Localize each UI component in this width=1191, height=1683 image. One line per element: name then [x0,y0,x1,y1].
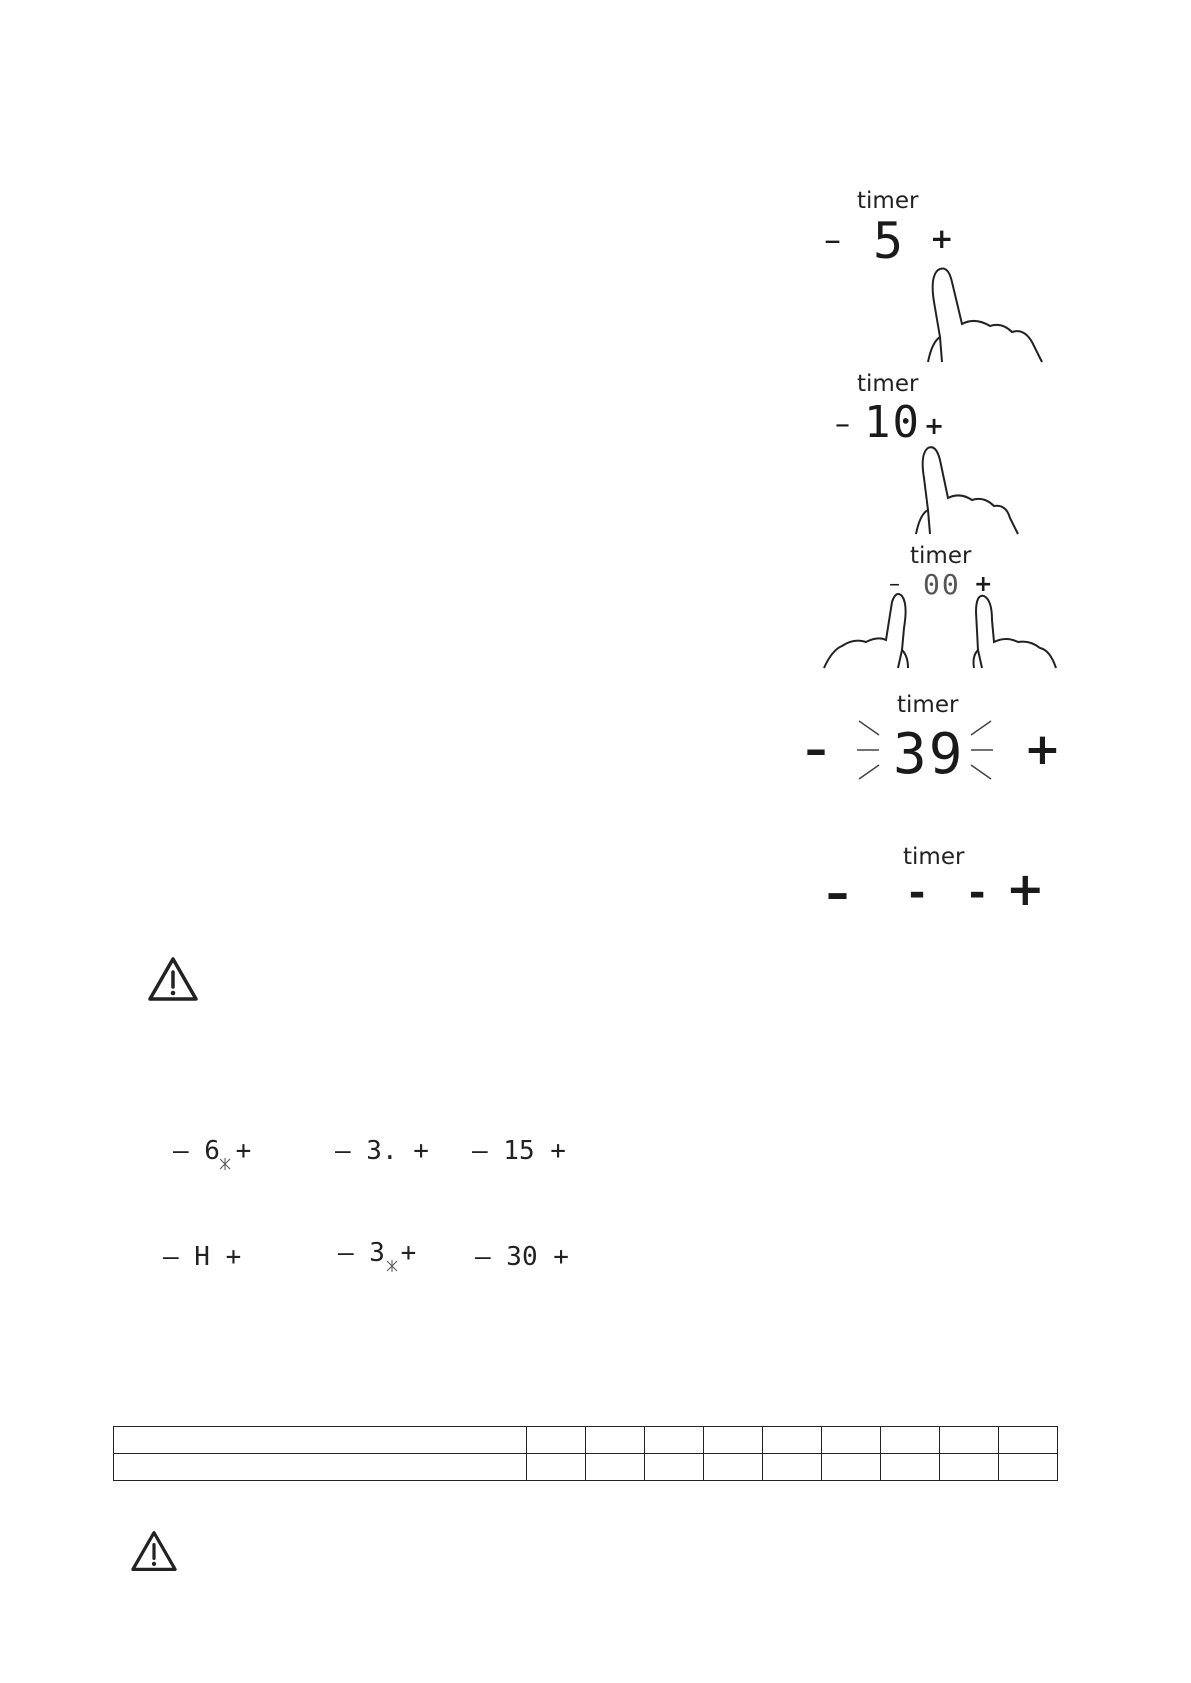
table-cell [999,1454,1058,1481]
table-row [114,1427,1058,1454]
table-cell [704,1454,763,1481]
finger-press-icon [970,590,1060,670]
display-example: – 6 + [173,1136,252,1166]
minus-button[interactable]: – [826,866,849,920]
table-cell [763,1427,822,1454]
table-cell [645,1427,704,1454]
settings-table [113,1426,1058,1481]
timer-label: timer [903,844,965,870]
minus-button[interactable]: – [889,572,900,597]
display-example: – 3 + [338,1238,417,1268]
sparkle-icon [386,1260,398,1272]
display-example: – 3. + [335,1136,429,1166]
timer-value: - - [905,870,996,916]
minus-button[interactable]: – [835,407,850,442]
timer-value: 5 [873,212,906,270]
table-cell [586,1454,645,1481]
table-cell [822,1454,881,1481]
timer-label: timer [857,371,919,397]
display-example: – H + [163,1242,242,1272]
table-cell [999,1427,1058,1454]
display-example: – 15 + [472,1136,566,1166]
table-cell [881,1427,940,1454]
table-cell [527,1427,586,1454]
timer-value: 00 [923,568,961,601]
warning-triangle-icon [130,1529,178,1573]
timer-label: timer [897,692,959,718]
table-cell [881,1454,940,1481]
table-cell [114,1454,527,1481]
table-cell [704,1427,763,1454]
plus-button[interactable]: + [930,222,954,255]
display-example: – 30 + [475,1242,569,1272]
timer-value: 39 [893,722,965,787]
finger-press-icon [920,262,1050,367]
table-row [114,1454,1058,1481]
timer-label: timer [857,188,919,214]
table-cell [645,1454,704,1481]
timer-label: timer [910,543,972,569]
timer-value: 10 [864,397,921,448]
table-cell [586,1427,645,1454]
plus-button[interactable]: + [924,412,945,440]
table-cell [940,1427,999,1454]
table-cell [940,1454,999,1481]
plus-button[interactable]: + [974,572,993,597]
plus-button[interactable]: + [1006,862,1045,916]
minus-button[interactable]: – [824,220,841,260]
finger-press-icon [822,588,912,670]
finger-press-icon [910,442,1020,537]
table-cell [114,1427,527,1454]
sparkle-icon [219,1158,231,1170]
plus-button[interactable]: + [1024,724,1061,775]
warning-triangle-icon [147,955,199,1003]
table-cell [763,1454,822,1481]
blink-rays-icon [855,715,995,785]
minus-button[interactable]: – [805,724,827,775]
table-cell [822,1427,881,1454]
table-cell [527,1454,586,1481]
